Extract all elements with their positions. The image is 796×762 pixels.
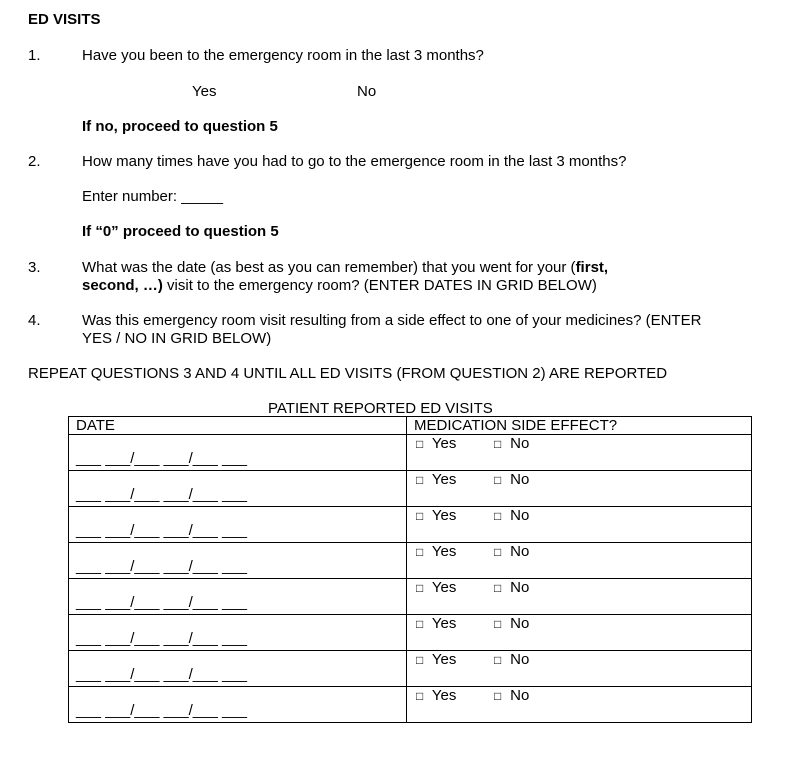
checkbox-icon[interactable]: □ xyxy=(494,437,502,451)
checkbox-icon[interactable]: □ xyxy=(416,437,424,451)
side-effect-options xyxy=(416,543,529,561)
checkbox-icon[interactable]: □ xyxy=(416,653,424,667)
checkbox-icon[interactable]: □ xyxy=(416,689,424,703)
checkbox-icon[interactable]: □ xyxy=(416,509,424,523)
question-4-text: Was this emergency room visit resulting from a side effect to one of your medicines? (ENTER YES / NO IN GRID BELOW) xyxy=(82,312,702,347)
date-cell[interactable] xyxy=(69,651,407,687)
date-blank-field[interactable]: ___ ___/___ ___/___ ___ xyxy=(76,702,247,719)
question-3-text xyxy=(82,259,642,295)
grid-title: PATIENT REPORTED ED VISITS xyxy=(268,400,493,417)
grid-header-date: DATE xyxy=(69,417,407,435)
no-label: No xyxy=(510,435,530,452)
grid-body xyxy=(69,435,752,723)
no-checkbox-option[interactable] xyxy=(494,615,529,633)
date-cell[interactable] xyxy=(69,435,407,471)
question-1-number: 1. xyxy=(28,47,41,64)
yes-label: Yes xyxy=(431,435,457,452)
yes-checkbox-option[interactable] xyxy=(416,471,494,489)
no-checkbox-option[interactable] xyxy=(494,435,529,453)
side-effect-cell xyxy=(407,435,752,471)
yes-label: Yes xyxy=(431,615,457,632)
side-effect-cell xyxy=(407,543,752,579)
no-label: No xyxy=(510,507,530,524)
date-cell[interactable] xyxy=(69,615,407,651)
no-label: No xyxy=(510,651,530,668)
grid-row xyxy=(69,615,752,651)
date-blank-field[interactable]: ___ ___/___ ___/___ ___ xyxy=(76,486,247,503)
checkbox-icon[interactable]: □ xyxy=(416,473,424,487)
no-label: No xyxy=(510,615,530,632)
side-effect-options xyxy=(416,651,529,669)
no-label: No xyxy=(510,543,530,560)
date-blank-field[interactable]: ___ ___/___ ___/___ ___ xyxy=(76,450,247,467)
side-effect-options xyxy=(416,507,529,525)
grid-row xyxy=(69,687,752,723)
yes-label: Yes xyxy=(431,579,457,596)
ed-visits-grid xyxy=(68,416,752,723)
checkbox-icon[interactable]: □ xyxy=(494,617,502,631)
no-label: No xyxy=(510,687,530,704)
yes-checkbox-option[interactable] xyxy=(416,579,494,597)
yes-label: Yes xyxy=(431,471,457,488)
grid-row xyxy=(69,435,752,471)
date-blank-field[interactable]: ___ ___/___ ___/___ ___ xyxy=(76,630,247,647)
repeat-instruction: REPEAT QUESTIONS 3 AND 4 UNTIL ALL ED VISITS (FROM QUESTION 2) ARE REPORTED xyxy=(28,365,668,382)
question-4-number: 4. xyxy=(28,312,41,329)
date-blank-field[interactable]: ___ ___/___ ___/___ ___ xyxy=(76,558,247,575)
side-effect-options xyxy=(416,687,529,705)
checkbox-icon[interactable]: □ xyxy=(416,545,424,559)
no-checkbox-option[interactable] xyxy=(494,687,529,705)
grid-row xyxy=(69,651,752,687)
checkbox-icon[interactable]: □ xyxy=(494,581,502,595)
checkbox-icon[interactable]: □ xyxy=(494,509,502,523)
no-label: No xyxy=(510,579,530,596)
q2-number-field[interactable]: Enter number: _____ xyxy=(82,188,223,205)
side-effect-options xyxy=(416,579,529,597)
checkbox-icon[interactable]: □ xyxy=(494,545,502,559)
question-2-number: 2. xyxy=(28,153,41,170)
grid-row xyxy=(69,543,752,579)
section-title: ED VISITS xyxy=(28,11,101,28)
no-checkbox-option[interactable] xyxy=(494,471,529,489)
yes-checkbox-option[interactable] xyxy=(416,543,494,561)
side-effect-cell xyxy=(407,615,752,651)
side-effect-options xyxy=(416,471,529,489)
yes-label: Yes xyxy=(431,507,457,524)
side-effect-cell xyxy=(407,687,752,723)
question-3-text-post: visit to the emergency room? (ENTER DATES IN GRID BELOW) xyxy=(162,277,597,294)
side-effect-cell xyxy=(407,471,752,507)
side-effect-cell xyxy=(407,651,752,687)
no-label: No xyxy=(510,471,530,488)
q1-no-option[interactable]: No xyxy=(357,83,377,100)
no-checkbox-option[interactable] xyxy=(494,651,529,669)
date-cell[interactable] xyxy=(69,579,407,615)
grid-header-side-effect: MEDICATION SIDE EFFECT? xyxy=(407,417,752,435)
date-cell[interactable] xyxy=(69,507,407,543)
checkbox-icon[interactable]: □ xyxy=(416,617,424,631)
question-2-text: How many times have you had to go to the emergence room in the last 3 months? xyxy=(82,153,627,170)
side-effect-cell xyxy=(407,579,752,615)
yes-label: Yes xyxy=(431,543,457,560)
question-3-text-bold: first, second, …) xyxy=(82,259,609,294)
side-effect-cell xyxy=(407,507,752,543)
checkbox-icon[interactable]: □ xyxy=(494,653,502,667)
q2-skip-instruction: If “0” proceed to question 5 xyxy=(82,223,279,240)
yes-checkbox-option[interactable] xyxy=(416,435,494,453)
checkbox-icon[interactable]: □ xyxy=(416,581,424,595)
yes-label: Yes xyxy=(431,651,457,668)
grid-row xyxy=(69,579,752,615)
question-3-number: 3. xyxy=(28,259,41,276)
question-1-text: Have you been to the emergency room in the last 3 months? xyxy=(82,47,484,64)
date-blank-field[interactable]: ___ ___/___ ___/___ ___ xyxy=(76,666,247,683)
yes-checkbox-option[interactable] xyxy=(416,615,494,633)
date-cell[interactable] xyxy=(69,471,407,507)
date-blank-field[interactable]: ___ ___/___ ___/___ ___ xyxy=(76,522,247,539)
question-3-text-pre: What was the date (as best as you can remember) that you went for your ( xyxy=(82,259,576,276)
grid-row xyxy=(69,507,752,543)
yes-checkbox-option[interactable] xyxy=(416,507,494,525)
no-checkbox-option[interactable] xyxy=(494,507,529,525)
side-effect-options xyxy=(416,615,529,633)
q1-skip-instruction: If no, proceed to question 5 xyxy=(82,118,278,135)
side-effect-options xyxy=(416,435,529,453)
date-cell[interactable] xyxy=(69,687,407,723)
date-blank-field[interactable]: ___ ___/___ ___/___ ___ xyxy=(76,594,247,611)
yes-label: Yes xyxy=(431,687,457,704)
yes-checkbox-option[interactable] xyxy=(416,651,494,669)
q1-yes-option[interactable]: Yes xyxy=(192,83,217,100)
checkbox-icon[interactable]: □ xyxy=(494,689,502,703)
checkbox-icon[interactable]: □ xyxy=(494,473,502,487)
no-checkbox-option[interactable] xyxy=(494,579,529,597)
date-cell[interactable] xyxy=(69,543,407,579)
no-checkbox-option[interactable] xyxy=(494,543,529,561)
yes-checkbox-option[interactable] xyxy=(416,687,494,705)
grid-row xyxy=(69,471,752,507)
